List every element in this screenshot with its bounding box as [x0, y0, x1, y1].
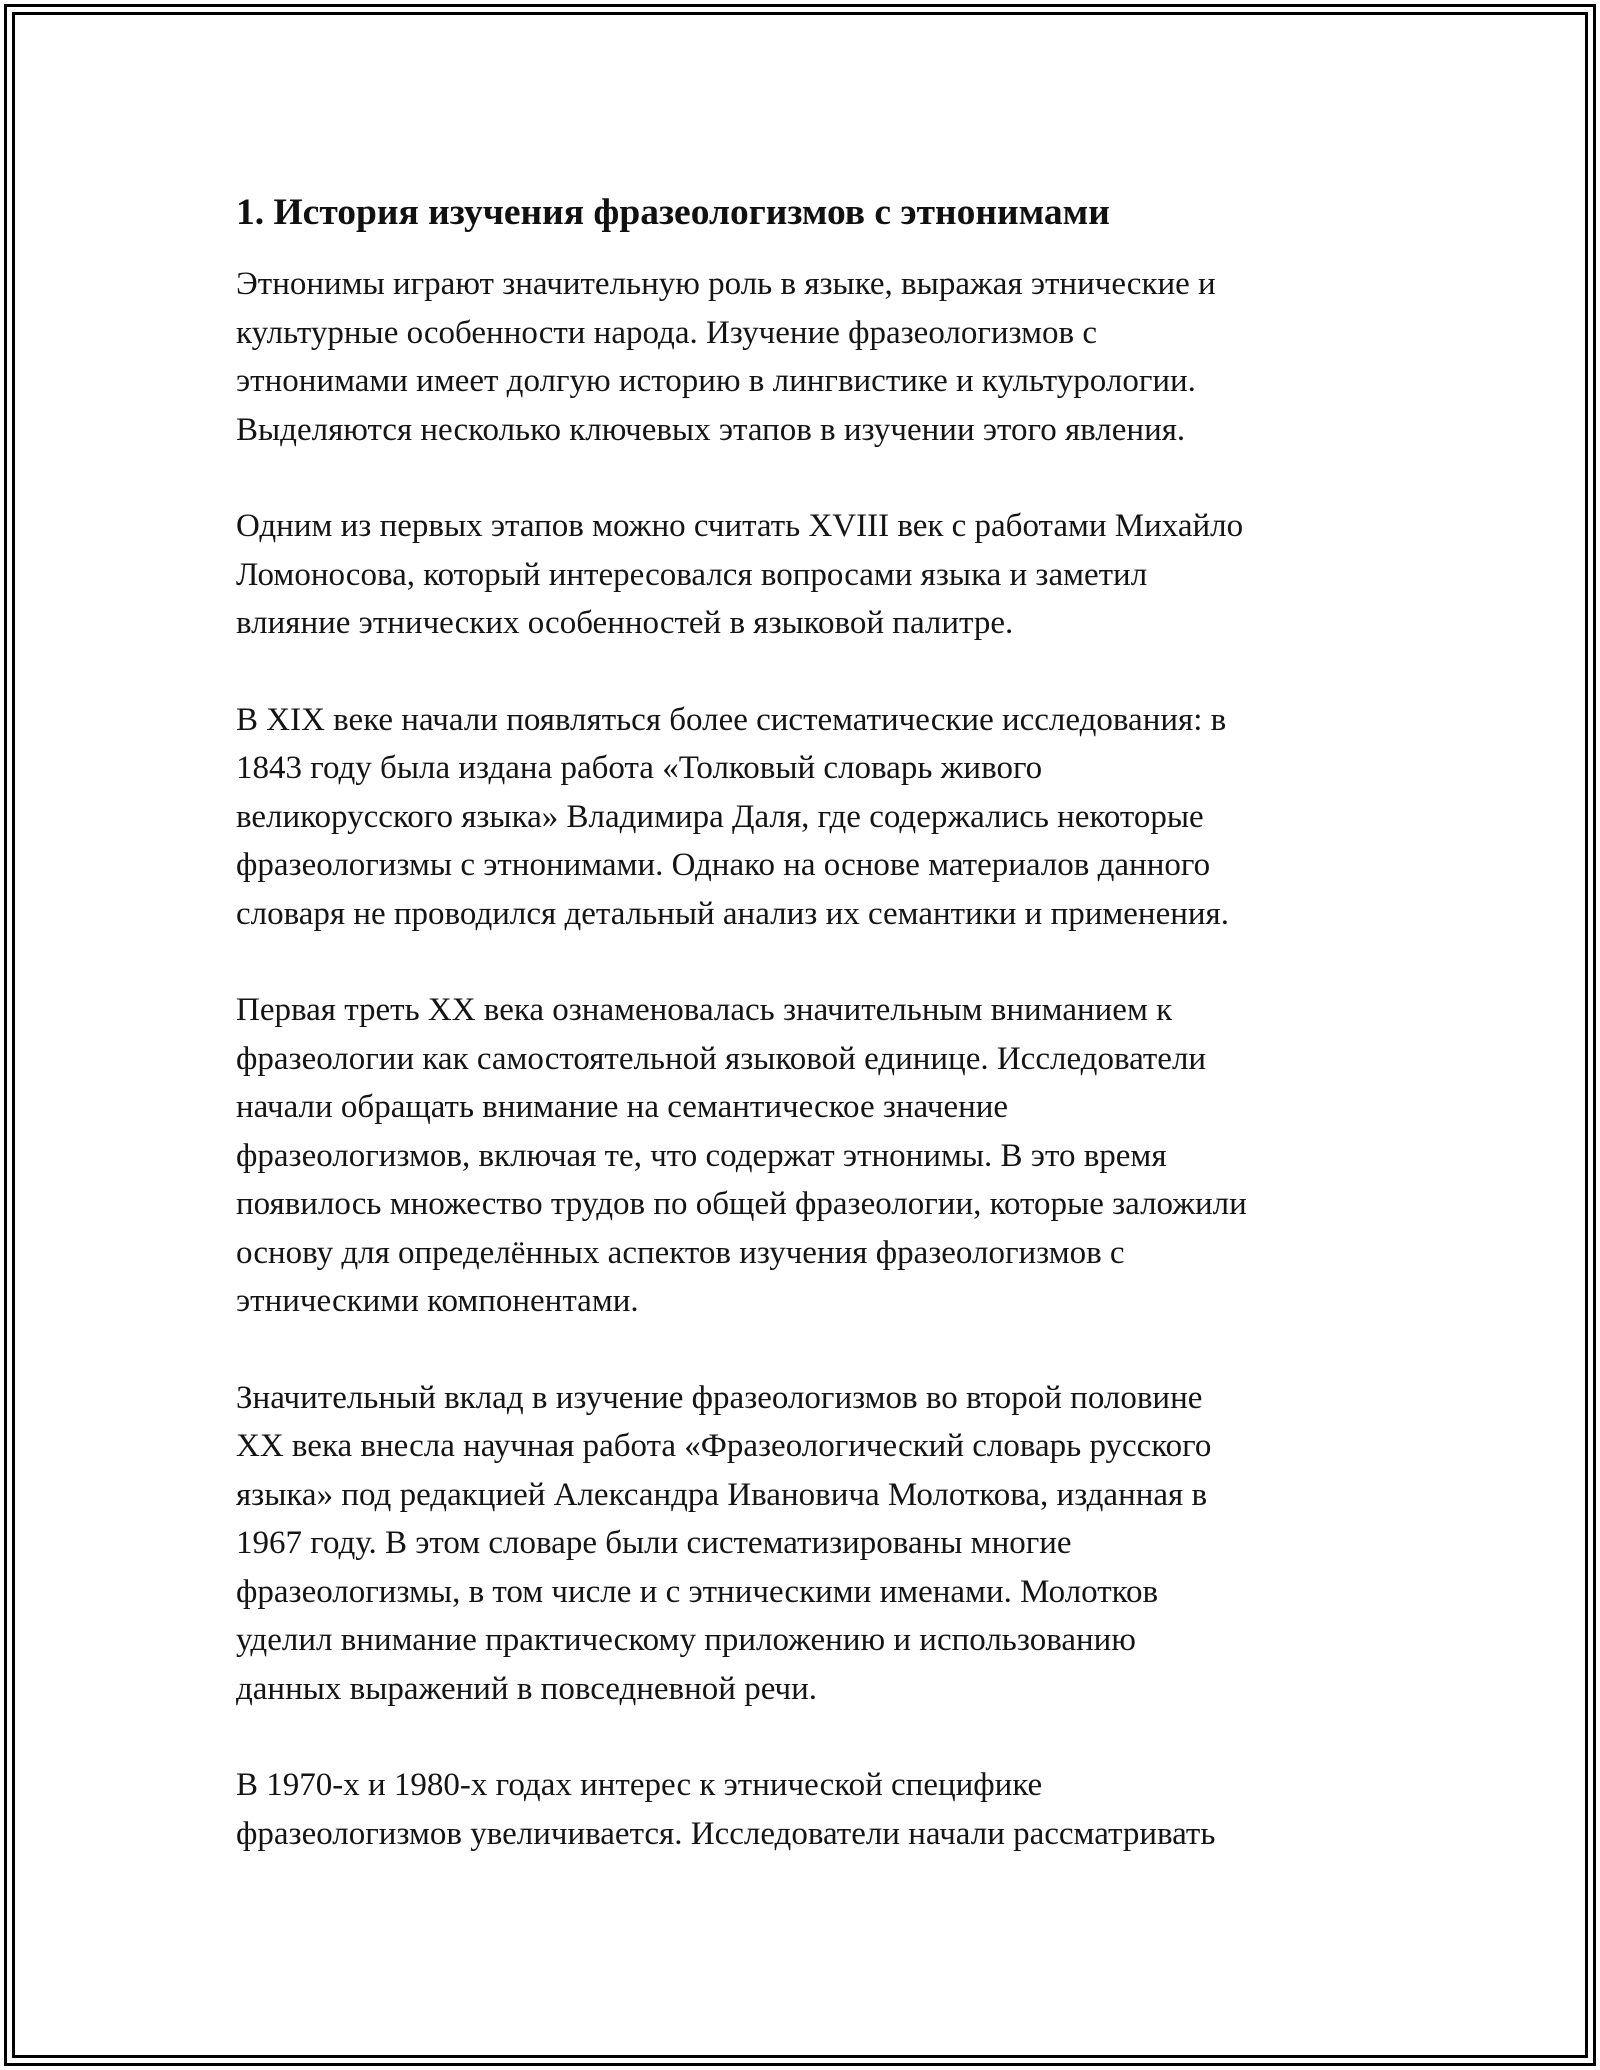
paragraph — [236, 986, 1376, 1326]
text-line: основу для определённых аспектов изучения фразеологизмов с — [236, 1234, 1125, 1271]
text-line: Первая треть XX века ознаменовалась значительным вниманием к — [236, 992, 1173, 1028]
text-line: культурные особенности народа. Изучение фразеологизмов с — [236, 314, 1097, 351]
text-line: В XIX веке начали появляться более систематические исследования: в — [236, 701, 1227, 738]
text-line: этнонимами имеет долгую историю в лингвистике и культурологии. — [236, 363, 1196, 399]
text-line: великорусского языка» Владимира Даля, где содержались некоторые — [236, 798, 1204, 835]
text-line: фразеологизмов, включая те, что содержат этнонимы. В это время — [236, 1137, 1167, 1174]
paragraph — [236, 260, 1376, 454]
text-line: словаря не проводился детальный анализ их семантики и применения. — [236, 895, 1229, 932]
document-body — [236, 186, 1376, 1906]
text-line: уделил внимание практическому приложению и использованию — [236, 1622, 1136, 1658]
text-line: появилось множество трудов по общей фразеологии, которые заложили — [236, 1186, 1247, 1222]
text-line: XX века внесла научная работа «Фразеологический словарь русского — [236, 1428, 1212, 1464]
paragraph — [236, 502, 1376, 648]
text-line: Ломоносова, который интересовался вопросами языка и заметил — [236, 556, 1148, 593]
text-line: начали обращать внимание на семантическое значение — [236, 1089, 1009, 1125]
text-line: этническими компонентами. — [236, 1283, 639, 1319]
text-line: Одним из первых этапов можно считать XVIII век с работами Михайло — [236, 508, 1244, 544]
text-line: фразеологизмы с этнонимами. Однако на основе материалов данного — [236, 847, 1211, 883]
text-line: В 1970-х и 1980-х годах интерес к этнической специфике — [236, 1767, 1043, 1803]
paragraph-list — [236, 260, 1376, 1858]
text-line: фразеологизмов увеличивается. Исследователи начали рассматривать — [236, 1815, 1216, 1852]
text-line: фразеологии как самостоятельной языковой единице. Исследователи — [236, 1040, 1207, 1077]
page-title: 1. История изучения фразеологизмов с этнонимами — [236, 192, 1110, 233]
paragraph — [236, 696, 1376, 939]
text-line: 1843 году была издана работа «Толковый словарь живого — [236, 750, 1043, 786]
text-line: Значительный вклад в изучение фразеологизмов во второй половине — [236, 1379, 1203, 1416]
text-line: языка» под редакцией Александра Ивановича Молоткова, изданная в — [236, 1476, 1208, 1513]
paragraph — [236, 1761, 1376, 1858]
text-line: 1967 году. В этом словаре были систематизированы многие — [236, 1525, 1072, 1561]
paragraph — [236, 1374, 1376, 1714]
text-line: фразеологизмы, в том числе и с этническими именами. Молотков — [236, 1573, 1159, 1610]
text-line: Этнонимы играют значительную роль в языке, выражая этнические и — [236, 266, 1216, 302]
text-line: данных выражений в повседневной речи. — [236, 1670, 818, 1707]
text-line: Выделяются несколько ключевых этапов в изучении этого явления. — [236, 411, 1186, 448]
text-line: влияние этнических особенностей в языковой палитре. — [236, 605, 1014, 641]
